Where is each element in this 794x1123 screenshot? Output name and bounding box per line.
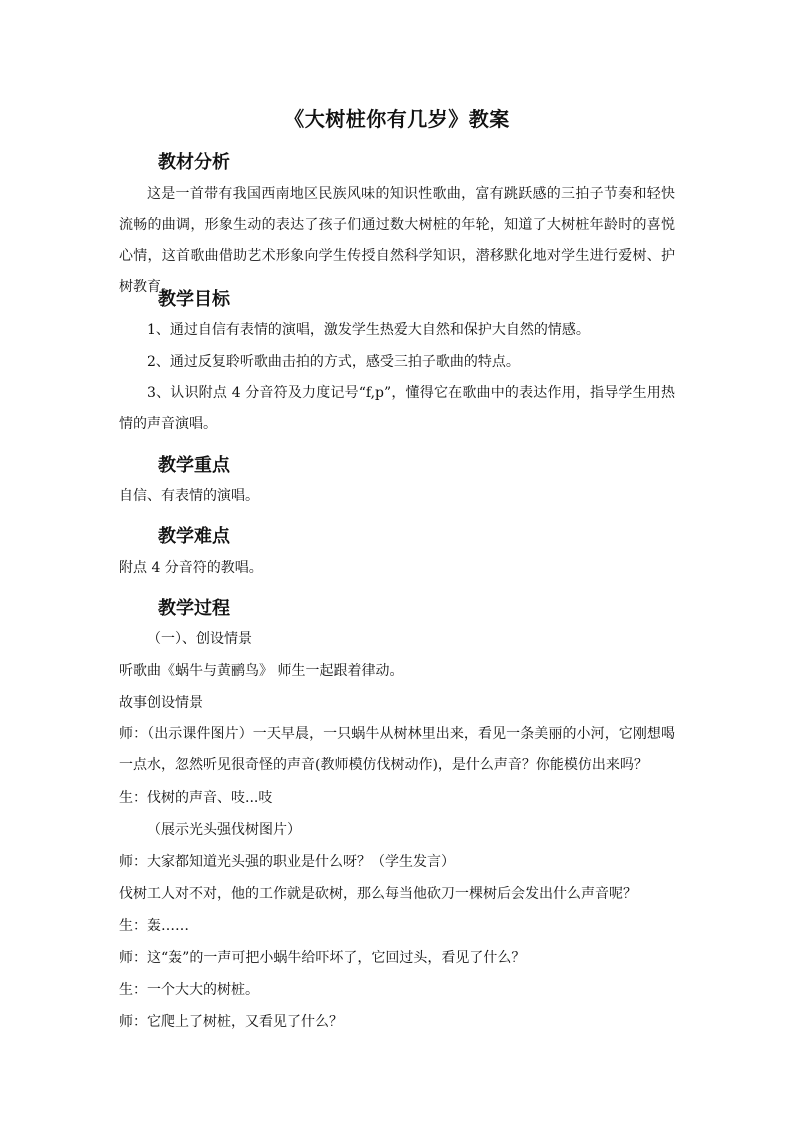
process-line-6: （展示光头强伐树图片） — [147, 822, 301, 838]
heading-process: 教学过程 — [158, 598, 230, 619]
process-line-8: 伐树工人对不对，他的工作就是砍树，那么每当他砍刀一棵树后会发出什么声音呢？ — [119, 886, 637, 902]
document-title: 《大树桩你有几岁》教案 — [284, 107, 510, 131]
process-line-12: 师：它爬上了树桩，又看见了什么？ — [119, 1014, 343, 1030]
difficulties-text: 附点 4 分音符的教唱。 — [119, 560, 263, 576]
heading-key-points: 教学重点 — [158, 455, 230, 476]
process-line-3: 故事创设情景 — [119, 695, 203, 711]
process-line-5: 生：伐树的声音、吱...吱 — [119, 790, 273, 806]
goal-item-3: 3、认识附点 4 分音符及力度记号“f,p”，懂得它在歌曲中的表达作用，指导学生用热情的声音演唱。 — [119, 385, 675, 432]
key-points-text: 自信、有表情的演唱。 — [119, 488, 259, 504]
process-line-11: 生：一个大大的树桩。 — [119, 982, 259, 998]
process-line-2: 听歌曲《蜗牛与黄鹂鸟》 师生一起跟着律动。 — [119, 663, 404, 679]
process-line-9: 生：轰…… — [119, 918, 189, 934]
process-line-10: 师：这“轰”的一声可把小蜗牛给吓坏了，它回过头，看见了什么？ — [119, 950, 526, 966]
heading-difficulties: 教学难点 — [158, 526, 230, 547]
heading-goals: 教学目标 — [158, 289, 230, 310]
goal-item-1: 1、通过自信有表情的演唱，激发学生热爱大自然和保护大自然的情感。 — [147, 322, 590, 338]
goal-item-2: 2、通过反复聆听歌曲击拍的方式，感受三拍子歌曲的特点。 — [147, 354, 520, 370]
heading-analysis: 教材分析 — [158, 152, 230, 173]
analysis-paragraph: 这是一首带有我国西南地区民族风味的知识性歌曲，富有跳跃感的三拍子节奏和轻快流畅的曲调，形象生动的表达了孩子们通过数大树桩的年轮，知道了大树桩年龄时的喜悦心情，这首歌曲借助艺术形象向学生传授自然科学知识，潜移默化地对学生进行爱树、护树教育。 — [119, 186, 675, 295]
process-line-1: （一）、创设情景 — [147, 631, 252, 647]
process-line-7: 师：大家都知道光头强的职业是什么呀？（学生发言） — [119, 854, 455, 870]
process-line-4: 师：（出示课件图片）一天早晨，一只蜗牛从树林里出来，看见一条美丽的小河，它刚想喝一点水，忽然听见很奇怪的声音(教师模仿伐树动作)，是什么声音？你能模仿出来吗？ — [119, 726, 675, 773]
